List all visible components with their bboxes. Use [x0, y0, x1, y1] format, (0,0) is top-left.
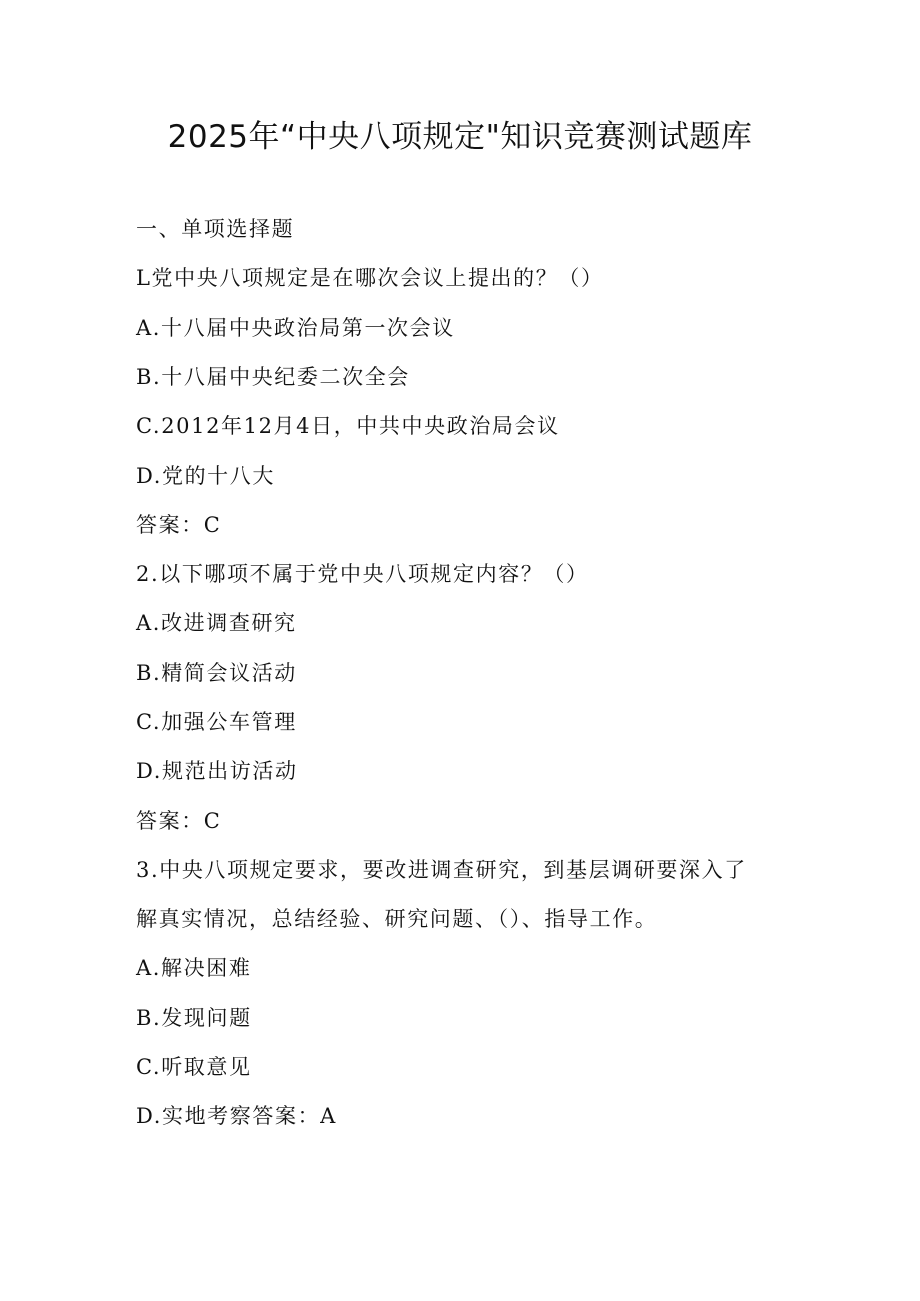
question-1-option-b: B.十八届中央纪委二次全会 [136, 365, 410, 389]
question-1-answer: 答案：C [136, 513, 222, 537]
question-3-option-c: C.听取意见 [136, 1055, 252, 1079]
question-1-stem: L党中央八项规定是在哪次会议上提出的？（） [136, 266, 604, 290]
question-2-option-a: A.改进调查研究 [136, 611, 297, 635]
question-2-stem: 2.以下哪项不属于党中央八项规定内容？（） [136, 562, 589, 586]
question-1-option-d: D.党的十八大 [136, 464, 275, 488]
document-title: 2025年“中央八项规定"知识竞赛测试题库 [167, 119, 753, 155]
question-3-option-b: B.发现问题 [136, 1006, 252, 1030]
question-2-option-c: C.加强公车管理 [136, 710, 297, 734]
question-3-stem-line-2: 解真实情况，总结经验、研究问题、（）、指导工作。 [136, 907, 658, 931]
question-1-option-c: C.2012年12月4日，中共中央政治局会议 [136, 414, 560, 438]
section-heading: 一、单项选择题 [136, 217, 295, 241]
question-3-stem-line-1: 3.中央八项规定要求，要改进调查研究，到基层调研要深入了 [136, 858, 747, 882]
question-1-option-a: A.十八届中央政治局第一次会议 [136, 316, 455, 340]
question-2-option-b: B.精简会议活动 [136, 661, 297, 685]
question-3-option-d-and-answer: D.实地考察答案：A [136, 1104, 337, 1128]
question-2-option-d: D.规范出访活动 [136, 759, 298, 783]
question-2-answer: 答案：C [136, 809, 222, 833]
question-3-option-a: A.解决困难 [136, 956, 252, 980]
